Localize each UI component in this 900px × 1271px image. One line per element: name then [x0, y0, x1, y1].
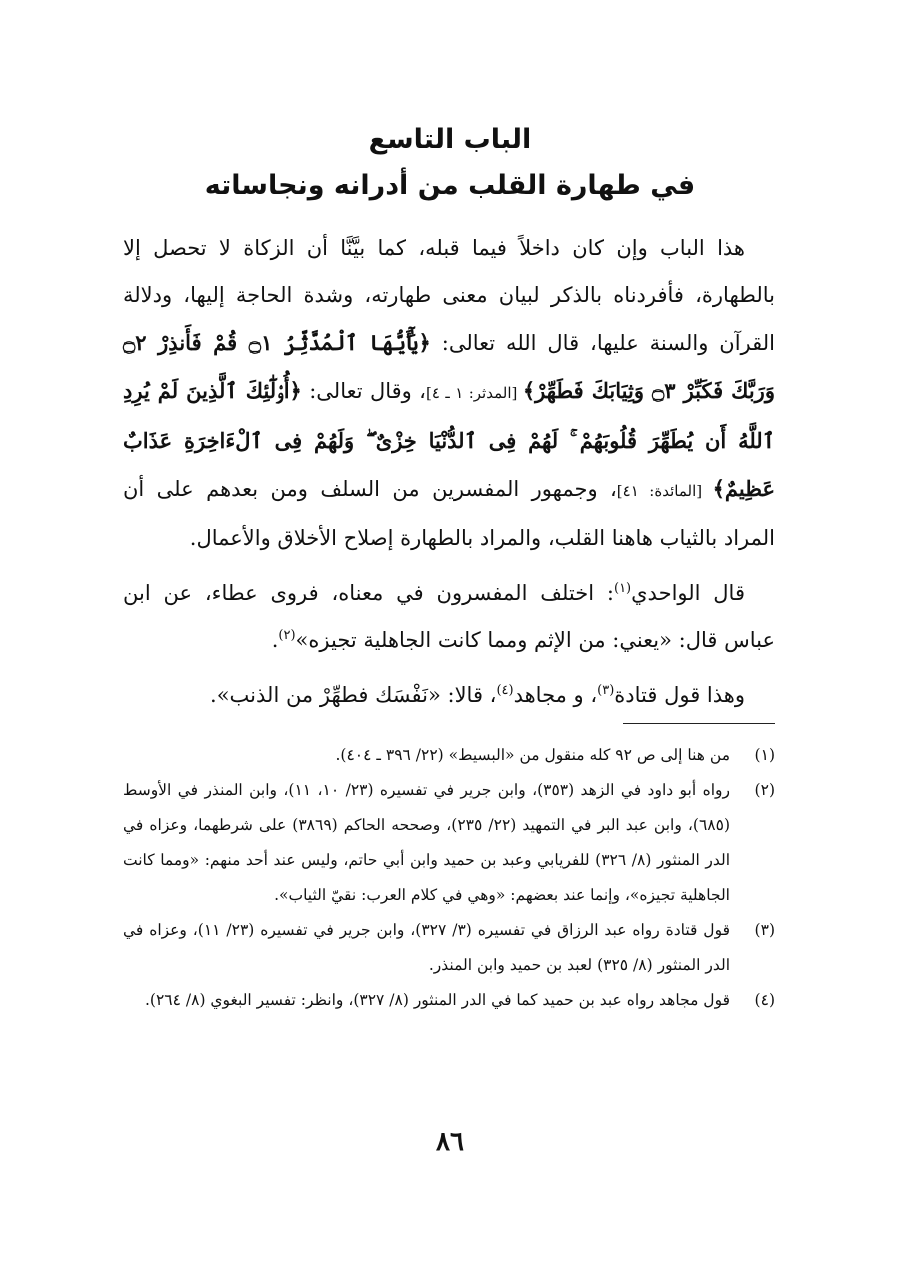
- footnote-text: قول مجاهد رواه عبد بن حميد كما في الدر المنثور (٨/ ٣٢٧)، وانظر: تفسير البغوي (٨/ ٢٦٤).: [144, 991, 730, 1009]
- surah-reference-muddaththir: [المدثر: ١ ـ ٤]: [425, 384, 523, 402]
- footnote-2: [123, 773, 775, 913]
- footnote-text: من هنا إلى ص ٩٢ كله منقول من «البسيط» (٢٢/ ٣٩٦ ـ ٤٠٤).: [335, 746, 730, 764]
- footnotes: [123, 738, 775, 1018]
- footnote-marker-1[interactable]: (١): [613, 581, 632, 596]
- footnote-number: (٢): [754, 781, 775, 799]
- paragraph-1-intro: هذا الباب وإن كان داخلاً فيما قبله، كما بيَّنَّا أن الزكاة لا تحصل إلا بالطهارة، فأفردناه بالذكر لبيان معنى طهارته، وشدة الحاجة إليها، ودلالة القرآن والسنة عليها، قال الله تعالى:: [123, 236, 775, 355]
- paragraph-2-end: .: [271, 628, 279, 652]
- paragraph-1-conclusion: ، وجمهور المفسرين من السلف ومن بعدهم على أن المراد بالثياب هاهنا القلب، والمراد بالطهارة إصلاح الأخلاق والأعمال.: [123, 477, 775, 550]
- paragraph-3-middle: ، و مجاهد: [513, 683, 598, 707]
- paragraph-3: [123, 672, 775, 719]
- footnote-text: قول قتادة رواه عبد الرزاق في تفسيره (٣/ ٣٢٧)، وابن جرير في تفسيره (٢٣/ ١١)، وعزاه في الدر المنثور (٨/ ٣٢٥) لعبد بن حميد وابن المنذر.: [123, 921, 730, 974]
- paragraph-3-end: ، قالا: «نَفْسَك فطهِّرْ من الذنب».: [210, 683, 497, 707]
- footnote-number: (١): [754, 746, 775, 764]
- footnote-marker-2[interactable]: (٢): [278, 628, 296, 643]
- quran-verse-muddaththir: ﴿يَٰٓأَيُّهَا ٱلْمُدَّثِّرُ ۝١ قُمْ فَأَنذِرْ ۝٢ وَرَبَّكَ فَكَبِّرْ ۝٣ وَثِيَابَكَ فَطَهِّرْ﴾: [123, 330, 775, 403]
- footnote-1: [123, 738, 775, 773]
- paragraph-1-transition: ، وقال تعالى:: [301, 379, 426, 403]
- paragraph-2: [123, 570, 775, 664]
- quran-verse-maidah: ﴿أُو۟لَٰٓئِكَ ٱلَّذِينَ لَمْ يُرِدِ ٱللَّهُ أَن يُطَهِّرَ قُلُوبَهُمْ ۚ لَهُمْ فِى ٱلدُّنْيَا خِزْىٌ ۖ وَلَهُمْ فِى ٱلْءَاخِرَةِ عَذَابٌ عَظِيمٌ﴾: [123, 378, 775, 501]
- paragraph-2-start: قال الواحدي: [631, 581, 745, 605]
- page-number: ٨٦: [436, 1127, 464, 1157]
- footnote-marker-3[interactable]: (٣): [597, 683, 615, 698]
- footnote-divider: [623, 723, 775, 724]
- surah-reference-maidah: [المائدة: ٤١]: [616, 482, 713, 500]
- footnote-number: (٤): [754, 991, 775, 1009]
- footnote-marker-4[interactable]: (٤): [496, 683, 514, 698]
- footnote-number: (٣): [754, 921, 775, 939]
- footnote-3: [123, 913, 775, 983]
- footnote-text: رواه أبو داود في الزهد (٣٥٣)، وابن جرير في تفسيره (٢٣/ ١٠، ١١)، وابن المنذر في الأوسط (٦٨٥)، وابن عبد البر في التمهيد (٢٢/ ٢٣٥)، وصححه الحاكم (٣٨٦٩) على شرطهما، وعزاه في الدر المنثور (٨/ ٣٢٦) للفريابي وعبد بن حميد وابن أبي حاتم، وليس عند أحد منهم: «ومما كانت الجاهلية تجيزه»، وإنما عند بعضهم: «وهي في كلام العرب: نقيّ الثياب».: [123, 781, 730, 904]
- chapter-title: الباب التاسع: [368, 124, 532, 155]
- paragraph-3-start: وهذا قول قتادة: [614, 683, 745, 707]
- footnote-4: [123, 983, 775, 1018]
- paragraph-1: [123, 225, 775, 562]
- main-text: [123, 225, 775, 719]
- chapter-subtitle: في طهارة القلب من أدرانه ونجاساته: [204, 170, 696, 201]
- paragraph-2-middle: : اختلف المفسرون في معناه، فروى عطاء، عن ابن عباس قال: «يعني: من الإثم ومما كانت الجاهلية تجيزه»: [123, 581, 775, 652]
